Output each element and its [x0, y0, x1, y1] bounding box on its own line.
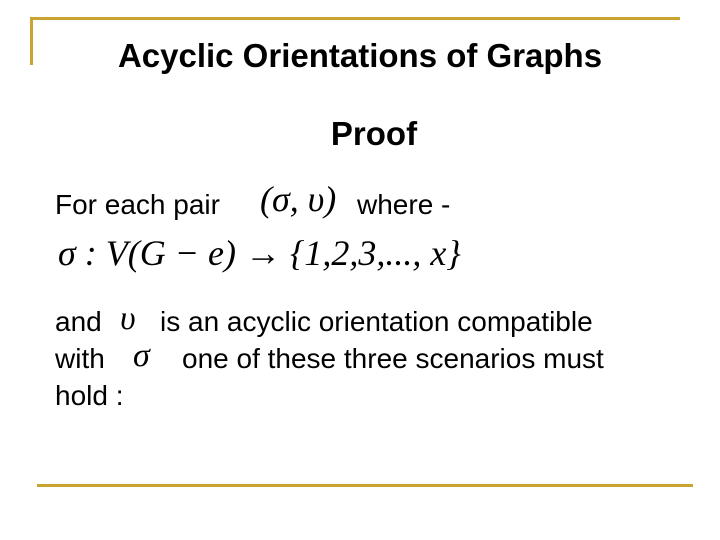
- upsilon-symbol: υ: [120, 300, 136, 337]
- frame-top-border: [30, 17, 680, 20]
- line1-suffix: where -: [357, 189, 451, 220]
- hold-word: hold :: [55, 380, 124, 411]
- pair-math: (σ, υ): [260, 179, 337, 219]
- map-math: σ : V(G − e) → {1,2,3,..., x}: [58, 233, 461, 273]
- frame-bottom-border: [37, 484, 693, 487]
- sigma-symbol: σ: [133, 337, 150, 374]
- and-word: and: [55, 306, 102, 337]
- line4-rest: one of these three scenarios must: [182, 343, 604, 374]
- slide-subtitle: Proof: [330, 115, 418, 152]
- line1-prefix: For each pair: [55, 189, 220, 220]
- with-word: with: [55, 343, 105, 374]
- line3-rest: is an acyclic orientation compatible: [160, 306, 593, 337]
- slide-title: Acyclic Orientations of Graphs: [117, 37, 603, 74]
